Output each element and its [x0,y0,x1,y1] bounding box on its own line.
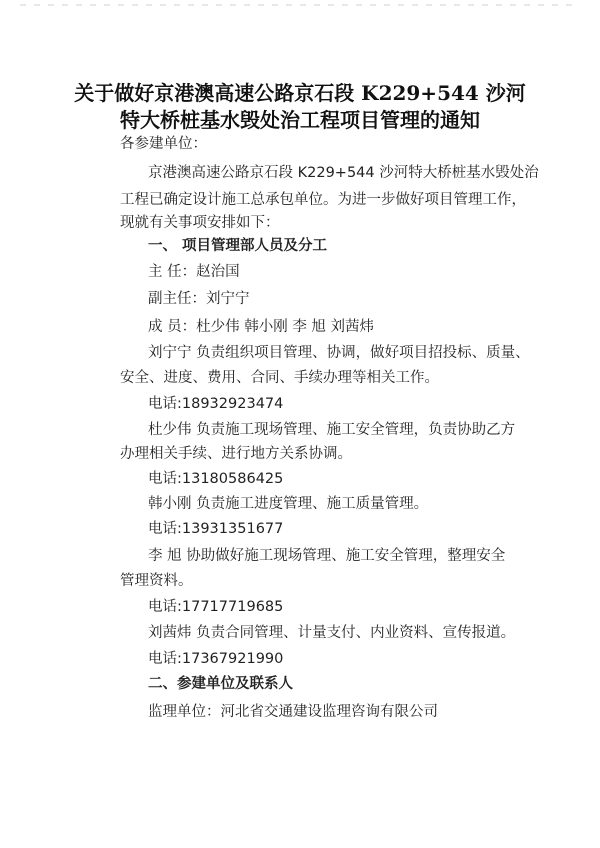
person-1-phone: 电话:18932923474 [148,396,284,412]
person-2-phone: 电话:13180586425 [148,471,284,487]
person-1-duty-line-1: 刘宁宁 负责组织项目管理、协调，做好项目招投标、质量、 [148,345,530,361]
person-4-phone: 电话:17717719685 [148,599,284,615]
person-4-duty-line-1: 李 旭 协助做好施工现场管理、施工安全管理，整理安全 [148,548,506,564]
person-5-duty-line-1: 刘茜炜 负责合同管理、计量支付、内业资料、宣传报道。 [148,625,516,641]
person-1-duty-line-2: 安全、进度、费用、合同、手续办理等相关工作。 [120,370,439,386]
person-5-phone: 电话:17367921990 [148,651,284,667]
section-2-heading: 二、参建单位及联系人 [148,676,293,692]
scan-artifact [20,4,580,6]
title-line-1: 关于做好京港澳高速公路京石段 K229+544 沙河 [74,81,526,105]
director-line: 主 任：赵治国 [148,264,240,280]
supervisor-line: 监理单位：河北省交通建设监理咨询有限公司 [148,704,438,720]
person-4-duty-line-2: 管理资料。 [120,573,193,589]
intro-line-3: 现就有关事项安排如下： [120,215,280,231]
title-line-2: 特大桥桩基水毁处治工程项目管理的通知 [120,108,480,132]
intro-line-2: 工程已确定设计施工总承包单位。为进一步做好项目管理工作， [120,192,526,208]
deputy-line: 副主任：刘宁宁 [148,291,250,307]
intro-line-1: 京港澳高速公路京石段 K229+544 沙河特大桥桩基水毁处治 [148,165,539,181]
section-1-heading: 一、 项目管理部人员及分工 [148,238,328,254]
members-line: 成 员：杜少伟 韩小刚 李 旭 刘茜炜 [148,319,375,335]
salutation: 各参建单位： [120,136,207,152]
person-3-phone: 电话:13931351677 [148,521,284,537]
person-3-duty-line-1: 韩小刚 负责施工进度管理、施工质量管理。 [148,496,429,512]
person-2-duty-line-2: 办理相关手续、进行地方关系协调。 [120,446,352,462]
person-2-duty-line-1: 杜少伟 负责施工现场管理、施工安全管理，负责协助乙方 [148,422,516,438]
